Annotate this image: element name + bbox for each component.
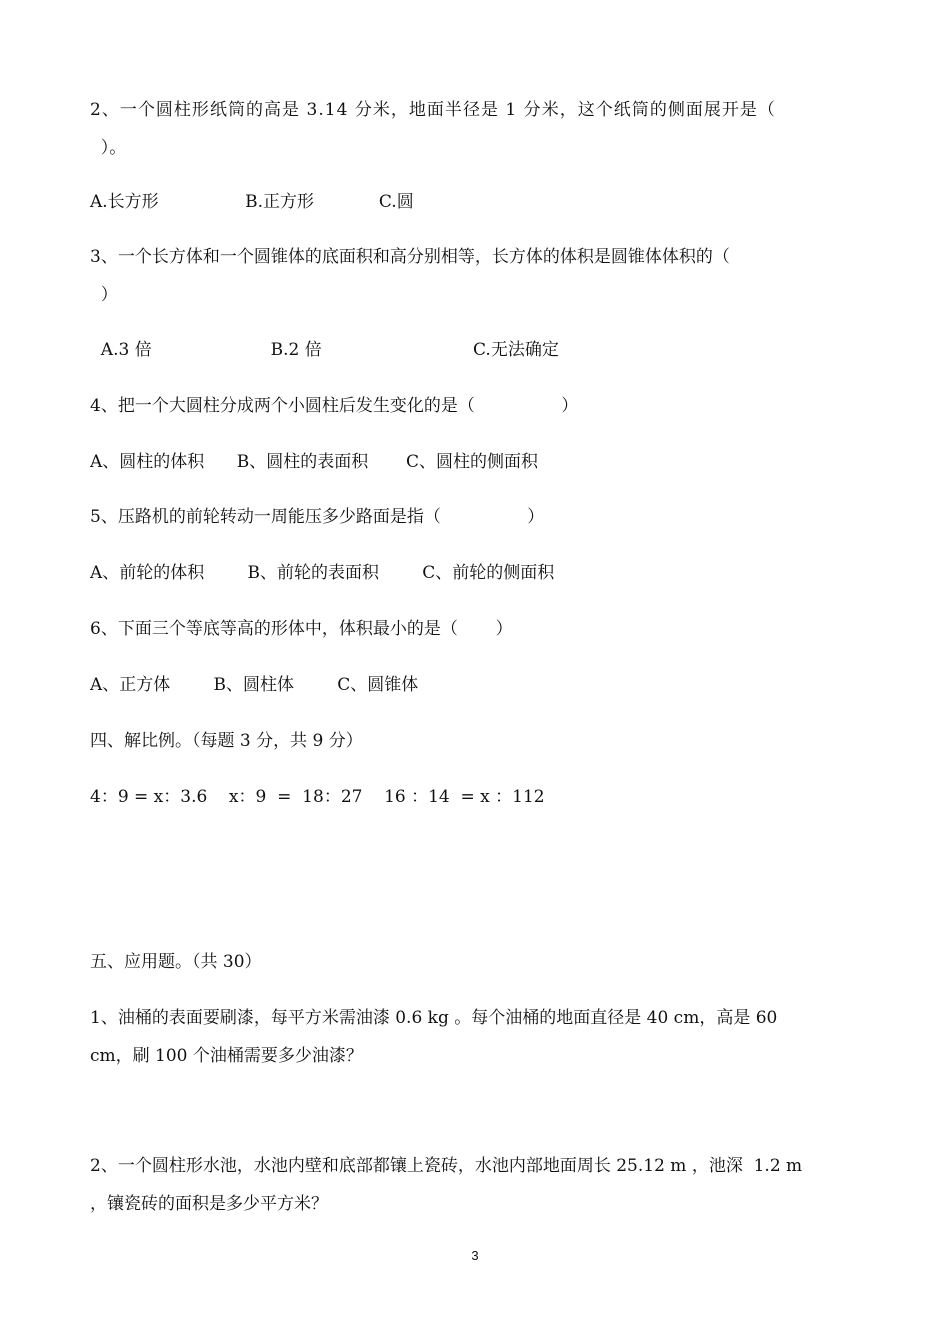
problem2-line2: ，镶瓷砖的面积是多少平方米？ (90, 1194, 328, 1214)
q4-options: A、圆柱的体积 B、圆柱的表面积 C、圆柱的侧面积 (90, 452, 539, 472)
q2-line2: ）。 (90, 138, 127, 158)
section5-heading: 五、应用题。（共 30） (90, 952, 262, 972)
q6-line1: 6、下面三个等底等高的形体中，体积最小的是（ ） (90, 619, 513, 639)
q5-options: A、前轮的体积 B、前轮的表面积 C、前轮的侧面积 (90, 563, 555, 583)
q3-options: A.3 倍 B.2 倍 C.无法确定 (90, 340, 559, 360)
section4-equations: 4：9 = x：3.6 x：9 = 18：27 16 ：14 = x ：112 (90, 787, 545, 807)
q4-line1: 4、把一个大圆柱分成两个小圆柱后发生变化的是（ ） (90, 396, 579, 416)
q2-options: A.长方形 B.正方形 C.圆 (90, 192, 414, 212)
q2-line1: 2、一个圆柱形纸筒的高是 3.14 分米，地面半径是 1 分米，这个纸筒的侧面展开是（ (90, 100, 776, 120)
q3-line1: 3、一个长方体和一个圆锥体的底面积和高分别相等，长方体的体积是圆锥体体积的（ (90, 247, 730, 267)
problem1-line1: 1、油桶的表面要刷漆，每平方米需油漆 0.6 kg 。每个油桶的地面直径是 40 cm，高是 60 (90, 1008, 778, 1028)
problem1-line2: cm，刷 100 个油桶需要多少油漆？ (90, 1046, 363, 1066)
page-number: 3 (471, 1248, 479, 1263)
q5-line1: 5、压路机的前轮转动一周能压多少路面是指（ ） (90, 507, 545, 527)
q3-line2: ） (90, 285, 118, 305)
section4-heading: 四、解比例。（每题 3 分，共 9 分） (90, 731, 363, 751)
problem2-line1: 2、一个圆柱形水池，水池内壁和底部都镶上瓷砖，水池内部地面周长 25.12 m ，池深 1.2 m (90, 1156, 803, 1176)
q6-options: A、正方体 B、圆柱体 C、圆锥体 (90, 675, 419, 695)
